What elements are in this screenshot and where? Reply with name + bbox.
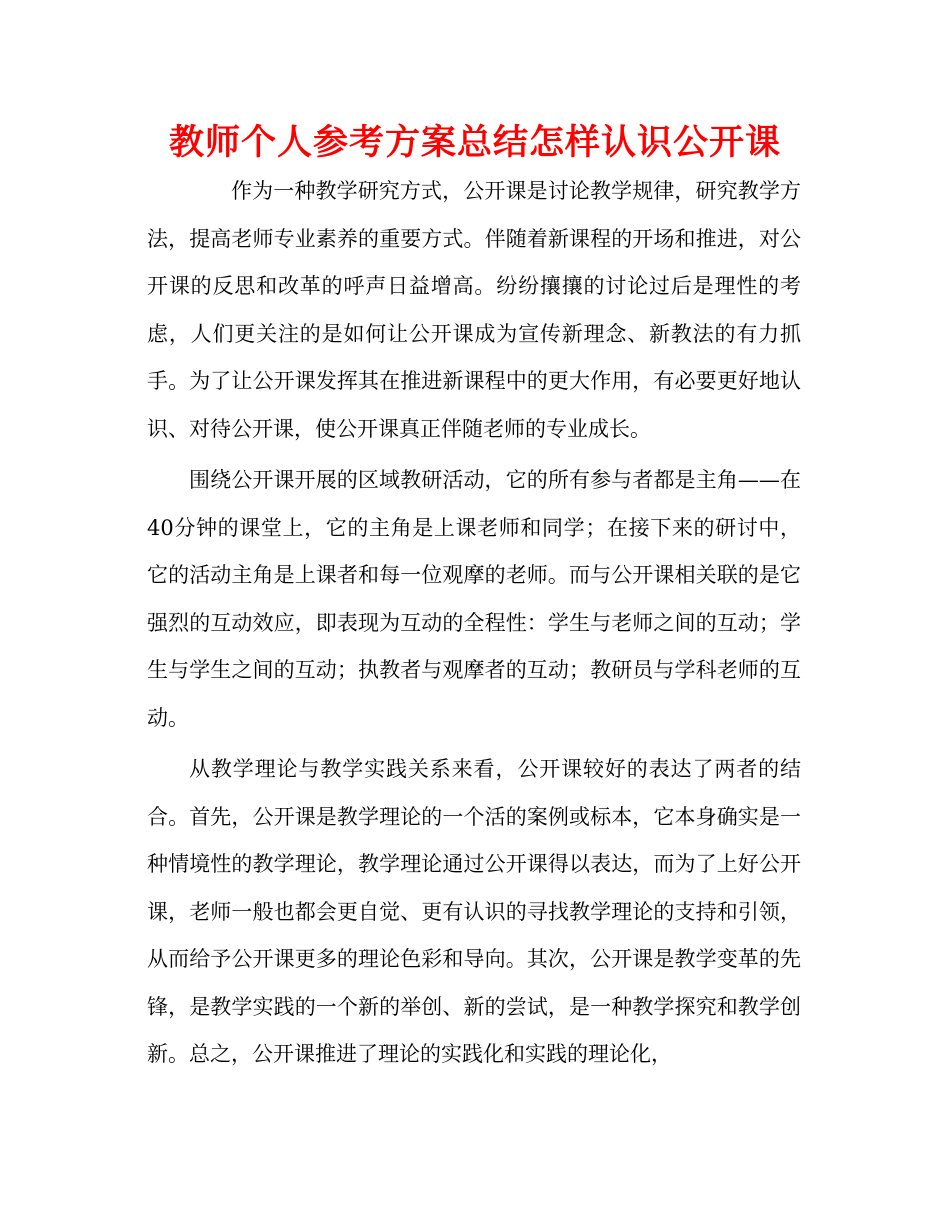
paragraph-text: 围绕公开课开展的区域教研活动，它的所有参与者都是主角——在40分钟的课堂上，它的主角是上课老师和同学；在接下来的研讨中，它的活动主角是上课者和每一位观摩的老师。而与公开课相关联的是它强烈的互动效应，即表现为互动的全程性：学生与老师之间的互动；学生与学生之间的互动；执教者与观摩者的互动；教研员与学科老师的互动。 — [147, 468, 801, 730]
paragraph-2 — [147, 457, 801, 742]
paragraph-1 — [147, 168, 801, 453]
document-title: 教师个人参考方案总结怎样认识公开课 — [168, 123, 781, 163]
paragraph-text: 从教学理论与教学实践关系来看，公开课较好的表达了两者的结合。首先，公开课是教学理论的一个活的案例或标本，它本身确实是一种情境性的教学理论，教学理论通过公开课得以表达，而为了上好公开课，老师一般也都会更自觉、更有认识的寻找教学理论的支持和引领，从而给予公开课更多的理论色彩和导向。其次，公开课是教学变革的先锋，是教学实践的一个新的举创、新的尝试，是一种教学探究和教学创新。总之，公开课推进了理论的实践化和实践的理论化， — [147, 757, 801, 1066]
paragraph-3 — [147, 746, 801, 1079]
paragraph-text: 作为一种教学研究方式，公开课是讨论教学规律，研究教学方法，提高老师专业素养的重要方式。伴随着新课程的开场和推进，对公开课的反思和改革的呼声日益增高。纷纷攘攘的讨论过后是理性的考虑，人们更关注的是如何让公开课成为宣传新理念、新教法的有力抓手。为了让公开课发挥其在推进新课程中的更大作用，有必要更好地认识、对待公开课，使公开课真正伴随老师的专业成长。 — [147, 179, 801, 441]
